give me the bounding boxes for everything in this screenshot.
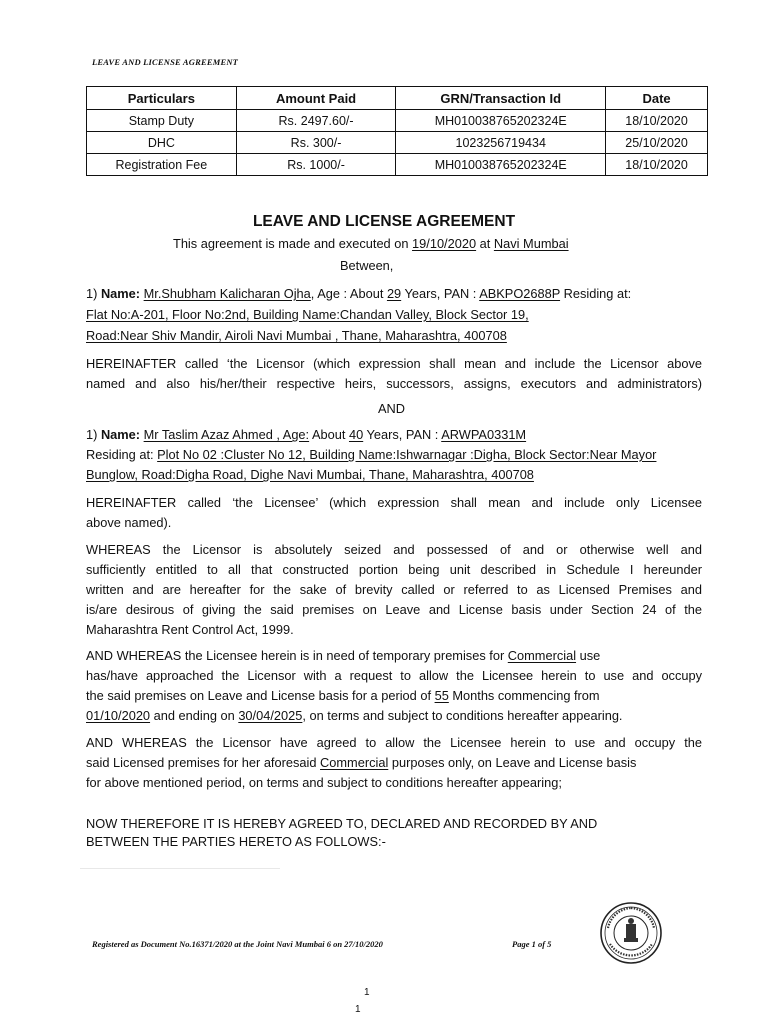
paragraph-text: AND WHEREAS the Licensee herein is in need of temporary premises for xyxy=(86,648,508,663)
licensor-age: 29 xyxy=(386,286,402,301)
table-cell: Rs. 1000/- xyxy=(236,154,396,176)
table-cell: 25/10/2020 xyxy=(606,132,708,154)
table-cell: 18/10/2020 xyxy=(606,154,708,176)
residing-label: Residing at: xyxy=(560,286,632,301)
name-label: Name: xyxy=(100,427,141,442)
table-row xyxy=(87,132,708,154)
licensor-line-1 xyxy=(86,286,631,301)
paragraph-text: purposes only, on Leave and License basis xyxy=(388,755,637,770)
column-header: GRN/Transaction Id xyxy=(396,87,606,110)
intro-line xyxy=(173,236,569,251)
running-header: LEAVE AND LICENSE AGREEMENT xyxy=(92,57,239,67)
column-header: Date xyxy=(606,87,708,110)
age-label: , Age : About xyxy=(310,286,387,301)
licensee-line-1 xyxy=(86,427,526,442)
page-number-secondary: 1 xyxy=(355,1004,361,1015)
whereas-3-line-1: AND WHEREAS the Licensor have agreed to allow the Licensee herein to use and occupy the xyxy=(86,735,702,750)
licensor-address-line-2: Road:Near Shiv Mandir, Airoli Navi Mumbai , Thane, Maharashtra, 400708 xyxy=(86,328,507,343)
purpose-commercial: Commercial xyxy=(507,648,577,663)
now-therefore-line-1: NOW THEREFORE IT IS HEREBY AGREED TO, DECLARED AND RECORDED BY AND xyxy=(86,816,598,831)
table-row xyxy=(87,154,708,176)
column-header: Amount Paid xyxy=(236,87,396,110)
and-separator: AND xyxy=(378,401,406,416)
table-cell: Rs. 300/- xyxy=(236,132,396,154)
table-cell: Rs. 2497.60/- xyxy=(236,110,396,132)
pan-label: Years, PAN : xyxy=(363,427,442,442)
agreement-title: LEAVE AND LICENSE AGREEMENT xyxy=(252,213,516,230)
end-date: 30/04/2025 xyxy=(238,708,303,723)
purpose-commercial: Commercial xyxy=(320,755,389,770)
table-cell: Stamp Duty xyxy=(87,110,237,132)
whereas-1-line-4: is/are desirous of giving the said premises on Leave and License basis under Section 24 of the xyxy=(86,602,702,617)
official-seal-icon xyxy=(598,900,664,966)
age-label: About xyxy=(309,427,349,442)
page-number: 1 xyxy=(364,987,370,998)
residing-label: Residing at: xyxy=(86,447,158,462)
hereinafter-licensor-line-2: named and also his/her/their respective heirs, successors, assigns, executors and administrators) xyxy=(86,376,702,391)
licensee-age: 40 xyxy=(348,427,364,442)
licensor-address-line-1: Flat No:A-201, Floor No:2nd, Building Name:Chandan Valley, Block Sector 19, xyxy=(86,307,529,322)
table-cell: DHC xyxy=(87,132,237,154)
table-cell: MH010038765202324E xyxy=(396,110,606,132)
whereas-1-line-2: sufficiently entitled to all that constructed portion being unit described in Schedule I hereunder xyxy=(86,562,702,577)
registration-footer: Registered as Document No.16371/2020 at the Joint Navi Mumbai 6 on 27/10/2020 xyxy=(92,939,383,949)
table-cell: Registration Fee xyxy=(87,154,237,176)
paragraph-text: and ending on xyxy=(150,708,239,723)
name-label: Name: xyxy=(100,286,141,301)
whereas-3-line-2 xyxy=(86,755,636,770)
page-of-label: Page 1 of 5 xyxy=(512,939,552,949)
hereinafter-licensor-line-1: HEREINAFTER called ‘the Licensor (which expression shall mean and include the Licensor above xyxy=(86,356,702,371)
pan-label: Years, PAN : xyxy=(401,286,480,301)
intro-text: at xyxy=(476,236,494,251)
paragraph-text: the said premises on Leave and License basis for a period of xyxy=(86,688,435,703)
table-row xyxy=(87,110,708,132)
now-therefore-line-2: BETWEEN THE PARTIES HERETO AS FOLLOWS:- xyxy=(86,834,386,849)
execution-place: Navi Mumbai xyxy=(493,236,569,251)
whereas-2-line-2: has/have approached the Licensor with a request to allow the Licensee herein to use and occupy xyxy=(86,668,702,683)
licensor-name: Mr.Shubham Kalicharan Ojha xyxy=(143,286,311,301)
licensor-pan: ABKPO2688P xyxy=(479,286,561,301)
whereas-1-line-5: Maharashtra Rent Control Act, 1999. xyxy=(86,622,294,637)
paragraph-text: use xyxy=(576,648,601,663)
licensee-address-line-1 xyxy=(86,447,656,462)
licensee-pan: ARWPA0331M xyxy=(441,427,527,442)
table-cell: MH010038765202324E xyxy=(396,154,606,176)
list-number: 1) xyxy=(86,286,101,301)
whereas-1-line-3: written and are hereafter for the sake of brevity called or referred to as Licensed Premises and xyxy=(86,582,702,597)
whereas-2-line-4 xyxy=(86,708,623,723)
hereinafter-licensee-line-2: above named). xyxy=(86,515,172,530)
table-cell: 1023256719434 xyxy=(396,132,606,154)
list-number: 1) xyxy=(86,427,101,442)
paragraph-text: Months commencing from xyxy=(448,688,600,703)
faint-divider xyxy=(80,868,280,869)
period-months: 55 xyxy=(434,688,449,703)
start-date: 01/10/2020 xyxy=(86,708,151,723)
whereas-2-line-1 xyxy=(86,648,600,663)
paragraph-text: , on terms and subject to conditions hereafter appearing. xyxy=(302,708,623,723)
hereinafter-licensee-line-1: HEREINAFTER called ‘the Licensee’ (which expression shall mean and include only Licensee xyxy=(86,495,702,510)
licensee-address-text: Plot No 02 :Cluster No 12, Building Name:Ishwarnagar :Digha, Block Sector:Near Mayor xyxy=(157,447,657,462)
intro-text: This agreement is made and executed on xyxy=(173,236,413,251)
whereas-1-line-1: WHEREAS the Licensor is absolutely seized and possessed of and or otherwise well and xyxy=(86,542,702,557)
whereas-2-line-3 xyxy=(86,688,600,703)
fee-table xyxy=(86,86,708,176)
table-cell: 18/10/2020 xyxy=(606,110,708,132)
whereas-3-line-3: for above mentioned period, on terms and subject to conditions hereafter appearing; xyxy=(86,775,562,790)
licensee-name: Mr Taslim Azaz Ahmed , Age: xyxy=(143,427,310,442)
licensee-address-line-2: Bunglow, Road:Digha Road, Dighe Navi Mumbai, Thane, Maharashtra, 400708 xyxy=(86,467,534,482)
column-header: Particulars xyxy=(87,87,237,110)
table-header-row xyxy=(87,87,708,110)
between-text: Between, xyxy=(340,258,394,273)
paragraph-text: said Licensed premises for her aforesaid xyxy=(86,755,321,770)
execution-date: 19/10/2020 xyxy=(412,236,477,251)
